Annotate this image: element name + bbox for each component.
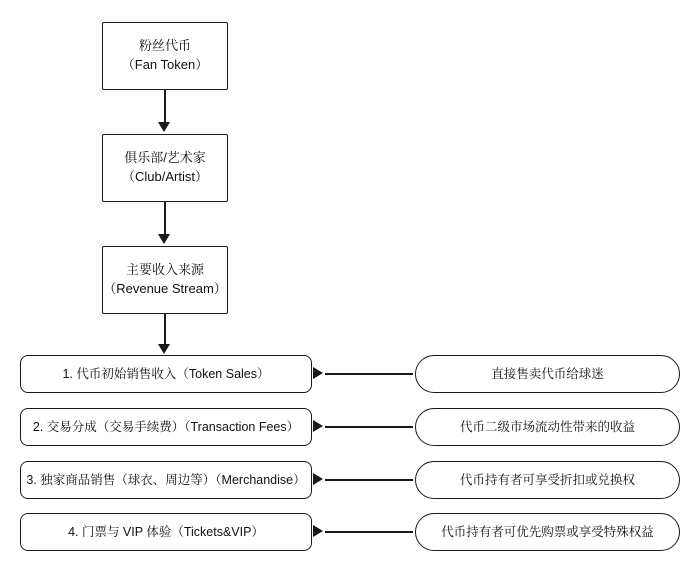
node-fan-token-label-zh: 粉丝代币	[138, 38, 191, 54]
connector-club-to-revenue-line	[164, 202, 166, 236]
node-fan-token-label-en: （Fan Token）	[121, 57, 209, 72]
node-club-artist-label-zh: 俱乐部/艺术家	[124, 150, 206, 166]
note-box-priority-ticketing	[415, 513, 680, 551]
note-box-direct-sale	[415, 355, 680, 393]
note-box-secondary-market-label: 代币二级市场流动性带来的收益	[459, 419, 635, 434]
item-box-tickets-vip	[20, 513, 312, 551]
node-revenue-stream-label-en: （Revenue Stream）	[103, 281, 227, 296]
connector-note3-to-item3-line	[325, 479, 413, 481]
item-box-tickets-vip-label: 4. 门票与 VIP 体验（Tickets&VIP）	[68, 524, 264, 539]
connector-club-to-revenue-arrow	[158, 234, 170, 244]
connector-note4-to-item4-line	[325, 531, 413, 533]
connector-note3-to-item3-arrow	[313, 473, 323, 485]
connector-fan-token-to-club-arrow	[158, 122, 170, 132]
node-revenue-stream	[102, 246, 228, 314]
item-box-transaction-fees-label: 2. 交易分成（交易手续费）（Transaction Fees）	[32, 419, 300, 434]
node-club-artist-label-en: （Club/Artist）	[122, 169, 208, 184]
item-box-token-sales-label: 1. 代币初始销售收入（Token Sales）	[62, 366, 270, 381]
note-box-discount-redeem	[415, 461, 680, 499]
note-box-direct-sale-label: 直接售卖代币给球迷	[491, 366, 604, 381]
connector-fan-token-to-club-line	[164, 90, 166, 124]
node-fan-token	[102, 22, 228, 90]
connector-revenue-to-items-line	[164, 314, 166, 346]
item-box-token-sales	[20, 355, 312, 393]
node-revenue-stream-label-zh: 主要收入来源	[125, 262, 204, 278]
item-box-merchandise	[20, 461, 312, 499]
connector-note2-to-item2-line	[325, 426, 413, 428]
note-box-priority-ticketing-label: 代币持有者可优先购票或享受特殊权益	[441, 524, 654, 539]
item-box-transaction-fees	[20, 408, 312, 446]
connector-note2-to-item2-arrow	[313, 420, 323, 432]
connector-note4-to-item4-arrow	[313, 525, 323, 537]
note-box-discount-redeem-label: 代币持有者可享受折扣或兑换权	[459, 472, 635, 487]
note-box-secondary-market	[415, 408, 680, 446]
connector-note1-to-item1-arrow	[313, 367, 323, 379]
connector-note1-to-item1-line	[325, 373, 413, 375]
node-club-artist	[102, 134, 228, 202]
item-box-merchandise-label: 3. 独家商品销售（球衣、周边等）（Merchandise）	[26, 472, 306, 487]
connector-revenue-to-items-arrow	[158, 344, 170, 354]
